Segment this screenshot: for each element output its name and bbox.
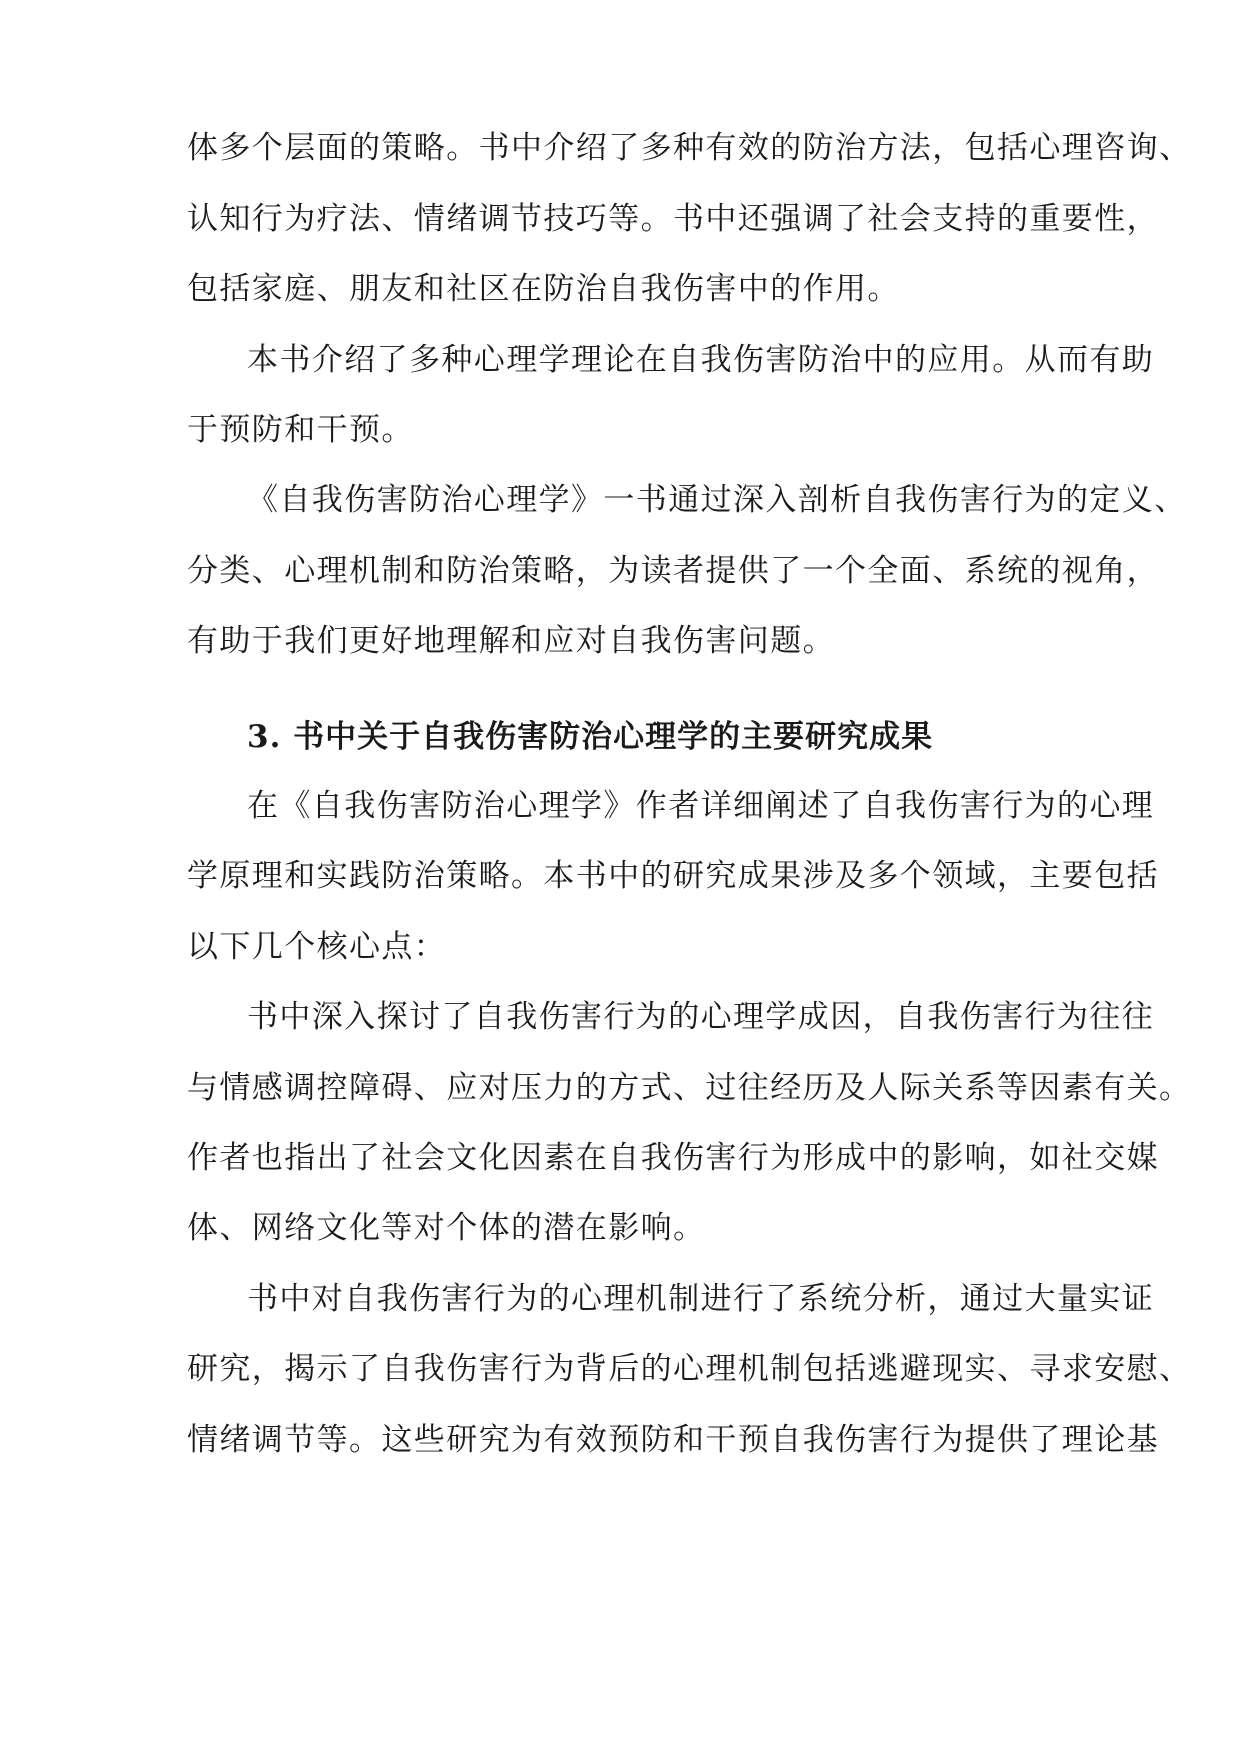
paragraph-1-line-1: 体多个层面的策略。书中介绍了多种有效的防治方法，包括心理咨询、 — [187, 130, 1192, 166]
section-paragraph-2-line-2: 与情感调控障碍、应对压力的方式、过往经历及人际关系等因素有关。 — [187, 1070, 1192, 1106]
paragraph-2-line-1: 本书介绍了多种心理学理论在自我伤害防治中的应用。从而有助 — [247, 342, 1155, 378]
paragraph-1-line-3: 包括家庭、朋友和社区在防治自我伤害中的作用。 — [187, 271, 900, 307]
paragraph-3-line-3: 有助于我们更好地理解和应对自我伤害问题。 — [187, 623, 835, 659]
paragraph-2-line-2: 于预防和干预。 — [187, 412, 414, 448]
paragraph-1-line-2: 认知行为疗法、情绪调节技巧等。书中还强调了社会支持的重要性， — [187, 201, 1159, 237]
section-paragraph-2-line-3: 作者也指出了社会文化因素在自我伤害行为形成中的影响，如社交媒 — [187, 1140, 1159, 1176]
section-paragraph-2-line-4: 体、网络文化等对个体的潜在影响。 — [187, 1210, 706, 1246]
section-paragraph-3-line-2: 研究，揭示了自我伤害行为背后的心理机制包括逃避现实、寻求安慰、 — [187, 1351, 1192, 1387]
paragraph-3-line-1: 《自我伤害防治心理学》一书通过深入剖析自我伤害行为的定义、 — [247, 482, 1187, 518]
section-paragraph-2-line-1: 书中深入探讨了自我伤害行为的心理学成因，自我伤害行为往往 — [247, 999, 1155, 1035]
section-paragraph-3-line-1: 书中对自我伤害行为的心理机制进行了系统分析，通过大量实证 — [247, 1281, 1155, 1317]
section-paragraph-1-line-3: 以下几个核心点： — [187, 929, 447, 965]
section-paragraph-1-line-1: 在《自我伤害防治心理学》作者详细阐述了自我伤害行为的心理 — [247, 788, 1155, 824]
section-paragraph-1-line-2: 学原理和实践防治策略。本书中的研究成果涉及多个领域，主要包括 — [187, 858, 1159, 894]
section-paragraph-3-line-3: 情绪调节等。这些研究为有效预防和干预自我伤害行为提供了理论基 — [187, 1422, 1159, 1458]
section-heading: 3. 书中关于自我伤害防治心理学的主要研究成果 — [247, 719, 934, 755]
paragraph-3-line-2: 分类、心理机制和防治策略，为读者提供了一个全面、系统的视角， — [187, 553, 1159, 589]
